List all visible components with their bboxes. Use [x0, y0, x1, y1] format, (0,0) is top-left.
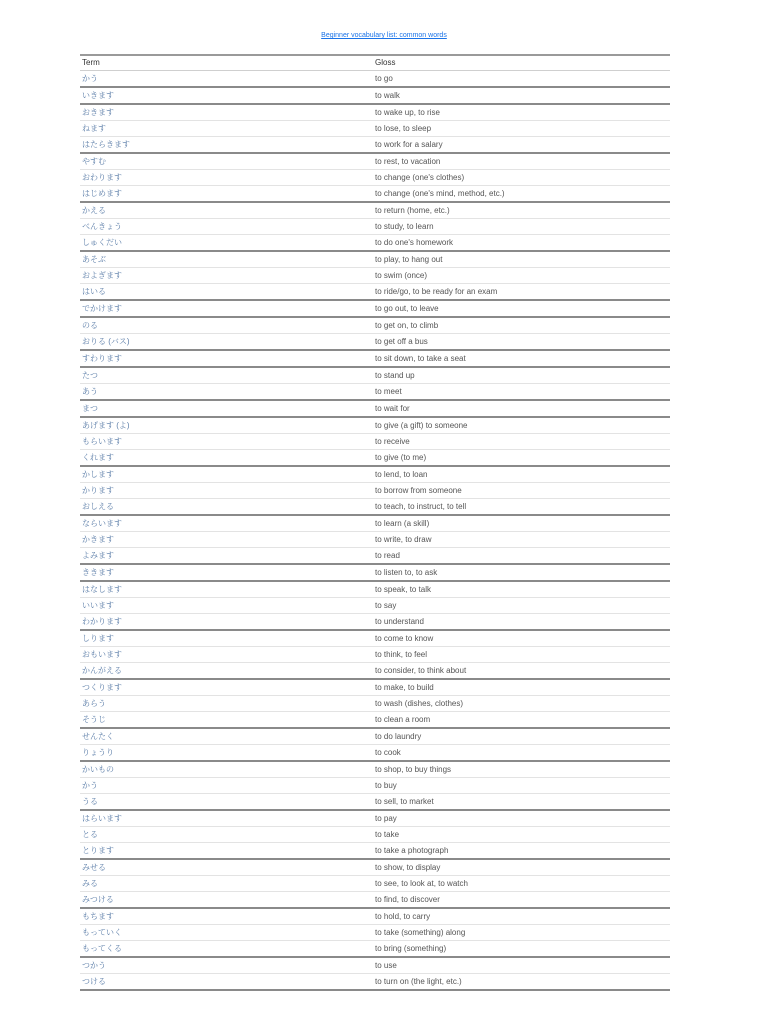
gloss-cell: to return (home, etc.) [375, 206, 450, 215]
term-cell: まつ [82, 404, 98, 413]
gloss-cell: to see, to look at, to watch [375, 879, 468, 888]
gloss-cell: to consider, to think about [375, 666, 467, 675]
gloss-cell: to take a photograph [375, 846, 449, 855]
table-row [80, 384, 670, 399]
term-cell: おわります [82, 173, 122, 182]
table-row [80, 876, 670, 892]
term-cell: あう [82, 387, 98, 396]
table-row [80, 548, 670, 563]
gloss-cell: to take [375, 830, 400, 839]
gloss-cell: to listen to, to ask [375, 568, 438, 577]
term-cell: かります [82, 486, 114, 495]
term-cell: いきます [82, 91, 114, 100]
gloss-cell: to work for a salary [375, 140, 443, 149]
table-row [80, 598, 670, 614]
term-cell: でかけます [82, 304, 122, 313]
term-cell: はらいます [82, 814, 122, 823]
gloss-cell: to read [375, 551, 400, 560]
table-row [80, 499, 670, 514]
term-cell: つかう [82, 961, 106, 970]
table-row [80, 778, 670, 794]
gloss-cell: to shop, to buy things [375, 765, 452, 774]
row-group [80, 860, 670, 909]
gloss-cell: to meet [375, 387, 402, 396]
term-cell: のる [82, 321, 98, 330]
table-row [80, 154, 670, 170]
table-row [80, 268, 670, 284]
table-row [80, 252, 670, 268]
table-row [80, 121, 670, 137]
row-group [80, 516, 670, 565]
term-cell: みせる [82, 863, 106, 872]
term-cell: はいる [82, 287, 106, 296]
gloss-cell: to go out, to leave [375, 304, 439, 313]
table-row [80, 582, 670, 598]
table-row [80, 712, 670, 727]
table-row [80, 219, 670, 235]
row-group [80, 762, 670, 811]
gloss-cell: to wash (dishes, clothes) [375, 699, 464, 708]
term-cell: すわります [82, 354, 122, 363]
table-row [80, 532, 670, 548]
gloss-cell: to wake up, to rise [375, 108, 440, 117]
gloss-cell: to bring (something) [375, 944, 447, 953]
vocab-table [80, 54, 670, 991]
term-cell: みる [82, 879, 98, 888]
table-row [80, 334, 670, 349]
gloss-cell: to speak, to talk [375, 585, 432, 594]
term-cell: みつける [82, 895, 114, 904]
term-cell: せんたく [82, 732, 114, 741]
row-group [80, 252, 670, 301]
term-cell: もっていく [82, 928, 122, 937]
table-row [80, 318, 670, 334]
table-body [80, 71, 670, 991]
term-cell: もってくる [82, 944, 122, 953]
term-cell: もらいます [82, 437, 122, 446]
gloss-cell: to pay [375, 814, 397, 823]
table-row [80, 860, 670, 876]
term-cell: かいもの [82, 765, 114, 774]
gloss-cell: to cook [375, 748, 401, 757]
table-row [80, 614, 670, 629]
term-cell: はたらきます [82, 140, 130, 149]
gloss-cell: to turn on (the light, etc.) [375, 977, 462, 986]
table-row [80, 170, 670, 186]
gloss-cell: to teach, to instruct, to tell [375, 502, 467, 511]
row-group [80, 203, 670, 252]
table-row [80, 811, 670, 827]
term-cell: いいます [82, 601, 114, 610]
gloss-cell: to stand up [375, 371, 415, 380]
table-row [80, 301, 670, 316]
table-row [80, 71, 670, 86]
gloss-cell: to show, to display [375, 863, 441, 872]
header-gloss: Gloss [375, 58, 396, 67]
term-cell: たつ [82, 371, 98, 380]
term-cell: とる [82, 830, 98, 839]
table-row [80, 974, 670, 989]
term-cell: あそぶ [82, 255, 106, 264]
row-group [80, 71, 670, 88]
gloss-cell: to hold, to carry [375, 912, 431, 921]
row-group [80, 582, 670, 631]
row-group [80, 401, 670, 418]
gloss-cell: to get on, to climb [375, 321, 439, 330]
table-row [80, 909, 670, 925]
row-group [80, 680, 670, 729]
row-group [80, 418, 670, 467]
table-row [80, 762, 670, 778]
gloss-cell: to swim (once) [375, 271, 428, 280]
gloss-cell: to take (something) along [375, 928, 466, 937]
term-cell: しります [82, 634, 114, 643]
term-cell: もちます [82, 912, 114, 921]
row-group [80, 351, 670, 368]
table-row [80, 925, 670, 941]
table-row [80, 401, 670, 416]
table-row [80, 137, 670, 152]
row-group [80, 631, 670, 680]
term-cell: およぎます [82, 271, 122, 280]
table-row [80, 483, 670, 499]
table-row [80, 516, 670, 532]
table-row [80, 434, 670, 450]
term-cell: かんがえる [82, 666, 122, 675]
table-row [80, 284, 670, 299]
term-cell: かえる [82, 206, 106, 215]
term-cell: ねます [82, 124, 106, 133]
gloss-cell: to do laundry [375, 732, 422, 741]
table-row [80, 663, 670, 678]
term-cell: おしえる [82, 502, 114, 511]
gloss-cell: to find, to discover [375, 895, 440, 904]
gloss-cell: to get off a bus [375, 337, 428, 346]
term-cell: わかります [82, 617, 122, 626]
table-row [80, 941, 670, 956]
gloss-cell: to come to know [375, 634, 434, 643]
table-row [80, 203, 670, 219]
table-row [80, 450, 670, 465]
table-row [80, 351, 670, 366]
row-group [80, 318, 670, 351]
gloss-cell: to lose, to sleep [375, 124, 432, 133]
gloss-cell: to sell, to market [375, 797, 434, 806]
table-row [80, 418, 670, 434]
gloss-cell: to change (one's mind, method, etc.) [375, 189, 505, 198]
table-row [80, 745, 670, 760]
row-group [80, 811, 670, 860]
gloss-cell: to write, to draw [375, 535, 432, 544]
term-cell: はじめます [82, 189, 122, 198]
gloss-cell: to learn (a skill) [375, 519, 430, 528]
row-group [80, 368, 670, 401]
table-row [80, 794, 670, 809]
term-cell: とります [82, 846, 114, 855]
table-row [80, 647, 670, 663]
row-group [80, 105, 670, 154]
term-cell: ならいます [82, 519, 122, 528]
table-row [80, 565, 670, 580]
term-cell: つくります [82, 683, 122, 692]
term-cell: りょうり [82, 748, 114, 757]
table-row [80, 105, 670, 121]
gloss-cell: to understand [375, 617, 424, 626]
term-cell: くれます [82, 453, 114, 462]
row-group [80, 565, 670, 582]
row-group [80, 958, 670, 991]
term-cell: ききます [82, 568, 114, 577]
term-cell: しゅくだい [82, 238, 122, 247]
table-header [80, 54, 670, 71]
gloss-cell: to study, to learn [375, 222, 434, 231]
gloss-cell: to lend, to loan [375, 470, 428, 479]
top-link[interactable]: Beginner vocabulary list: common words [321, 32, 447, 39]
gloss-cell: to wait for [375, 404, 410, 413]
term-cell: つける [82, 977, 106, 986]
gloss-cell: to give (to me) [375, 453, 427, 462]
gloss-cell: to go [375, 74, 393, 83]
term-cell: かう [82, 781, 98, 790]
table-row [80, 958, 670, 974]
table-row [80, 843, 670, 858]
table-row [80, 631, 670, 647]
gloss-cell: to walk [375, 91, 400, 100]
term-cell: あらう [82, 699, 106, 708]
row-group [80, 729, 670, 762]
term-cell: べんきょう [82, 222, 122, 231]
gloss-cell: to borrow from someone [375, 486, 462, 495]
table-row [80, 467, 670, 483]
row-group [80, 301, 670, 318]
term-cell: おもいます [82, 650, 122, 659]
term-cell: かう [82, 74, 98, 83]
gloss-cell: to buy [375, 781, 397, 790]
row-group [80, 88, 670, 105]
term-cell: うる [82, 797, 98, 806]
gloss-cell: to receive [375, 437, 410, 446]
term-cell: おりる (バス) [82, 337, 130, 346]
gloss-cell: to say [375, 601, 397, 610]
term-cell: おきます [82, 108, 114, 117]
gloss-cell: to think, to feel [375, 650, 428, 659]
table-row [80, 88, 670, 103]
term-cell: かきます [82, 535, 114, 544]
table-row [80, 368, 670, 384]
term-cell: よみます [82, 551, 114, 560]
gloss-cell: to use [375, 961, 397, 970]
row-group [80, 154, 670, 203]
gloss-cell: to ride/go, to be ready for an exam [375, 287, 498, 296]
table-row [80, 186, 670, 201]
gloss-cell: to rest, to vacation [375, 157, 441, 166]
table-row [80, 696, 670, 712]
row-group [80, 467, 670, 516]
table-row [80, 827, 670, 843]
gloss-cell: to play, to hang out [375, 255, 443, 264]
term-cell: あげます (よ) [82, 421, 130, 430]
gloss-cell: to give (a gift) to someone [375, 421, 468, 430]
term-cell: はなします [82, 585, 122, 594]
header-term: Term [82, 58, 100, 67]
term-cell: やすむ [82, 157, 106, 166]
gloss-cell: to change (one's clothes) [375, 173, 465, 182]
gloss-cell: to sit down, to take a seat [375, 354, 466, 363]
gloss-cell: to make, to build [375, 683, 434, 692]
table-row [80, 892, 670, 907]
gloss-cell: to do one's homework [375, 238, 454, 247]
term-cell: かします [82, 470, 114, 479]
table-row [80, 729, 670, 745]
gloss-cell: to clean a room [375, 715, 431, 724]
table-row [80, 680, 670, 696]
row-group [80, 909, 670, 958]
table-row [80, 235, 670, 250]
term-cell: そうじ [82, 715, 106, 724]
